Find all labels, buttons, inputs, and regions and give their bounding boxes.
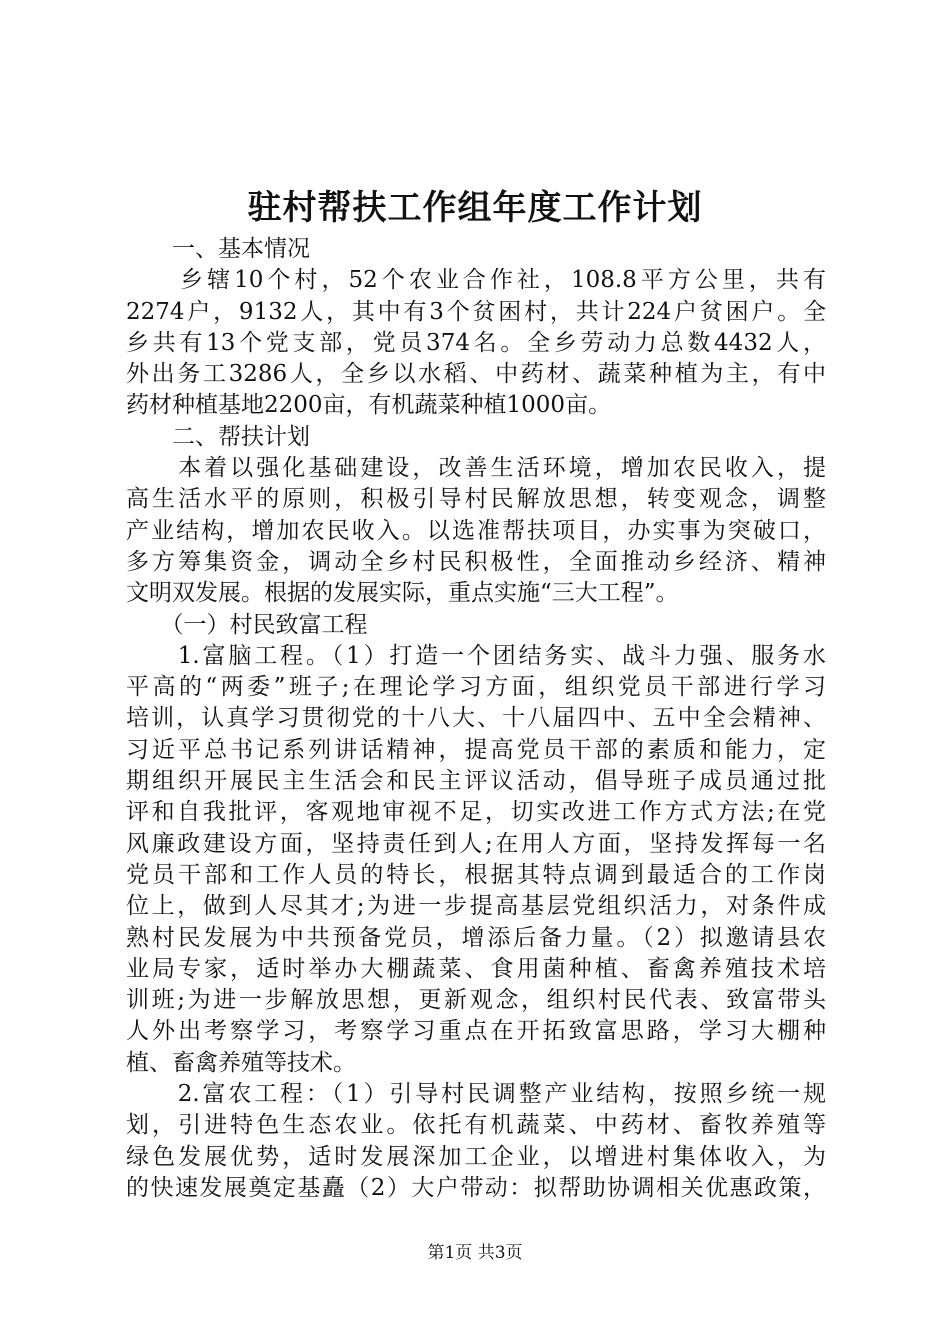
text-line: 产业结构，增加农民收入。以选准帮扶项目，办实事为突破口， [126,517,826,544]
text-line: 高生活水平的原则，积极引导村民解放思想，转变观念，调整 [126,486,826,513]
text-line: 风廉政建设方面，坚持责任到人;在用人方面，坚持发挥每一名 [126,830,826,857]
text-line: 评和自我批评，客观地审视不足，切实改进工作方式方法;在党 [126,799,826,826]
text-line: 1.富脑工程。（1）打造一个团结务实、战斗力强、服务水 [126,642,826,669]
text-line: 习近平总书记系列讲话精神，提高党员干部的素质和能力，定 [126,736,826,763]
text-line: 本着以强化基础建设，改善生活环境，增加农民收入，提 [126,455,826,482]
text-line: 乡辖10个村，52个农业合作社，108.8平方公里，共有 [126,267,826,294]
text-line: 培训，认真学习贯彻党的十八大、十八届四中、五中全会精神、 [126,705,826,732]
text-line: 的快速发展奠定基矗（2）大户带动：拟帮助协调相关优惠政策， [126,1174,826,1201]
page-footer: 第1页 共3页 [427,1243,523,1263]
text-line: 植、畜禽养殖等技术。 [126,1049,356,1076]
text-line: 外出务工3286人，全乡以水稻、中药材、蔬菜种植为主，有中 [126,361,826,388]
text-line: 文明双发展。根据的发展实际，重点实施“三大工程”。 [126,580,679,607]
text-line: 业局专家，适时举办大棚蔬菜、食用菌种植、畜禽养殖技术培 [126,955,826,982]
text-line: 划，引进特色生态农业。依托有机蔬菜、中药材、畜牧养殖等 [126,1112,826,1139]
text-line: 人外出考察学习，考察学习重点在开拓致富思路，学习大棚种 [126,1018,826,1045]
text-line: 2274户，9132人，其中有3个贫困村，共计224户贫困户。全 [126,298,826,325]
text-line: 平高的“两委”班子;在理论学习方面，组织党员干部进行学习 [126,674,826,701]
text-line: 药材种植基地2200亩，有机蔬菜种植1000亩。 [126,392,612,419]
document-title: 驻村帮扶工作组年度工作计划 [247,188,703,228]
section-heading: 一、基本情况 [126,236,310,262]
text-line: 期组织开展民主生活会和民主评议活动，倡导班子成员通过批 [126,768,826,795]
document-body [126,234,826,1204]
section-heading: 二、帮扶计划 [126,423,310,450]
section-heading: （一）村民致富工程 [126,611,368,638]
text-line: 2.富农工程：（1）引导村民调整产业结构，按照乡统一规 [126,1081,826,1108]
text-line: 熟村民发展为中共预备党员，增添后备力量。（2）拟邀请县农 [126,924,826,951]
text-line: 党员干部和工作人员的特长，根据其特点调到最适合的工作岗 [126,861,826,888]
text-line: 多方筹集资金，调动全乡村民积极性，全面推动乡经济、精神 [126,548,826,575]
text-line: 绿色发展优势，适时发展深加工企业，以增进村集体收入，为 [126,1143,826,1170]
text-line: 训班;为进一步解放思想，更新观念，组织村民代表、致富带头 [126,987,826,1014]
text-line: 乡共有13个党支部，党员374名。全乡劳动力总数4432人， [126,329,826,356]
text-line: 位上，做到人尽其才;为进一步提高基层党组织活力，对条件成 [126,893,826,920]
